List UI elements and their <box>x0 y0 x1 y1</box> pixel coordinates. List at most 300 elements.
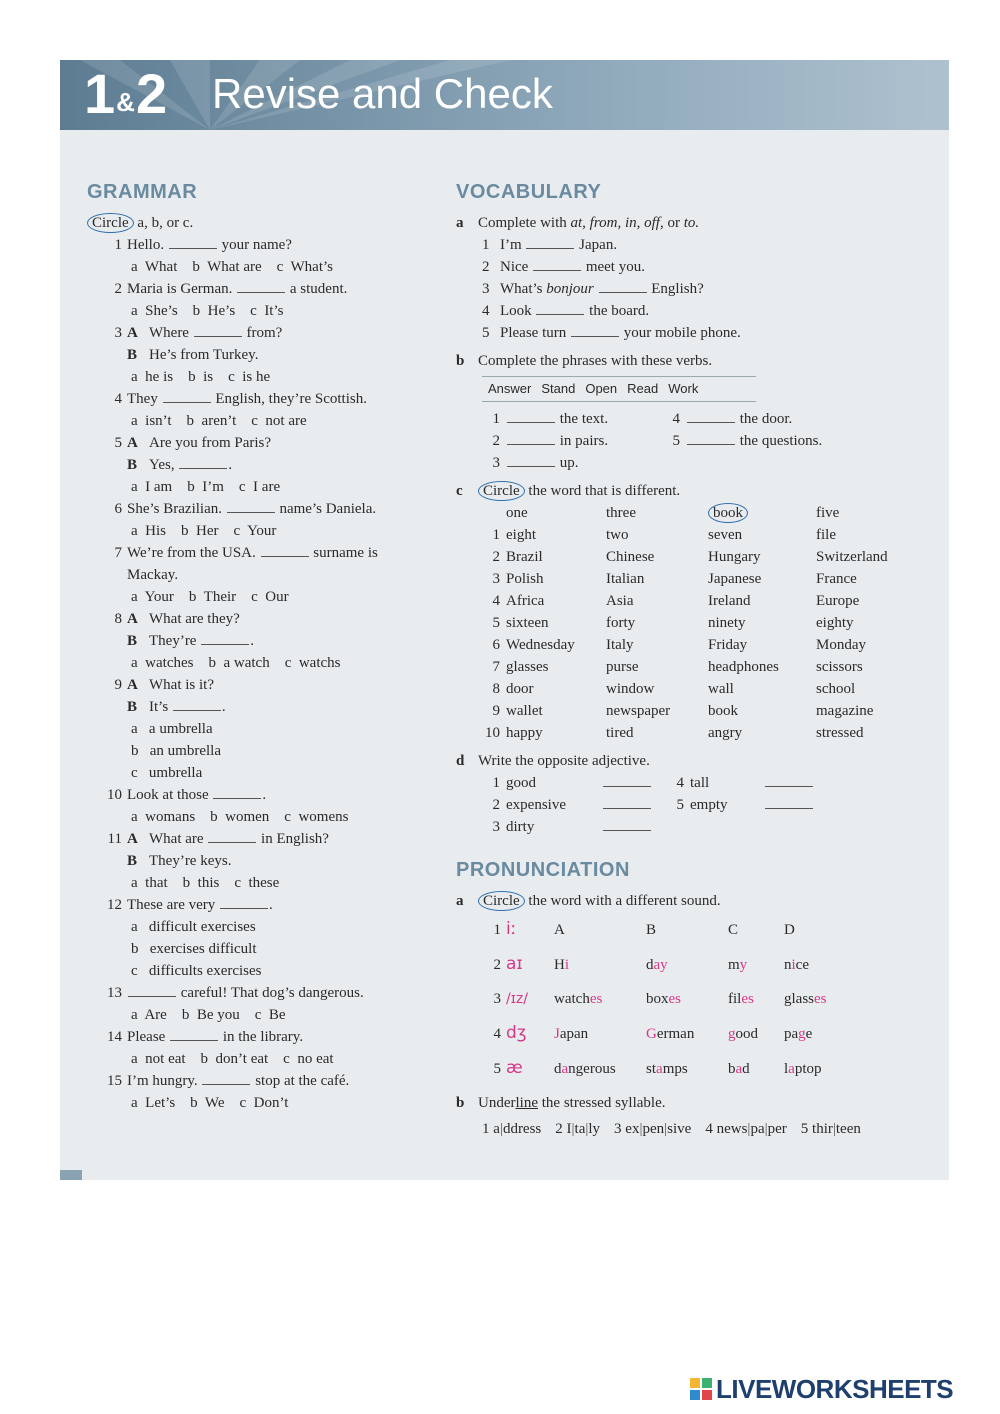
unit-number: 1&2 <box>84 62 168 125</box>
syllable[interactable]: ly <box>588 1121 601 1137</box>
word-option[interactable]: tired <box>606 725 634 741</box>
item-number: 7 <box>492 659 500 675</box>
vocab-b-item <box>506 430 656 452</box>
speaker-label: A <box>127 435 138 451</box>
question-text: . <box>228 457 233 473</box>
pronunciation-heading: PRONUNCIATION <box>456 859 630 881</box>
answer-options[interactable]: a His b Her c Your <box>131 523 277 539</box>
vocab-a-instruction: a Complete with at, from, in, off, or to. <box>456 215 700 231</box>
vocab-b-item <box>686 452 866 474</box>
vocab-b-instruction: b Complete the phrases with these verbs. <box>456 353 713 369</box>
verb-box <box>482 376 756 402</box>
answer-option[interactable]: a a umbrella <box>131 721 213 737</box>
word-option[interactable]: wallet <box>506 703 543 719</box>
item-number: 3 <box>492 571 500 587</box>
vocab-c-table <box>456 502 916 744</box>
vocab-a-item <box>456 322 926 344</box>
grammar-question-line <box>87 894 427 916</box>
word-option[interactable]: German <box>646 1025 695 1042</box>
word-option[interactable] <box>708 502 816 524</box>
word-option[interactable]: Monday <box>816 637 866 653</box>
item-number: 5 <box>493 1060 501 1077</box>
stress-word[interactable] <box>482 1121 541 1137</box>
item-number <box>656 452 686 474</box>
word-option[interactable]: eight <box>506 527 536 543</box>
syllable[interactable]: ex <box>625 1121 640 1137</box>
word-option[interactable]: Hi <box>554 956 570 973</box>
item-text: the questions. <box>736 433 823 449</box>
title-banner <box>60 60 949 130</box>
grammar-question-line <box>87 1070 427 1092</box>
answer-cell <box>764 794 824 816</box>
vocabulary-heading: VOCABULARY <box>456 181 602 203</box>
answer-blank[interactable] <box>128 982 176 997</box>
word-option[interactable]: Japan <box>554 1025 589 1042</box>
vocab-b-row <box>456 430 866 452</box>
answer-option[interactable]: c difficults exercises <box>131 963 262 979</box>
answer-blank[interactable] <box>170 1026 218 1041</box>
worksheet-page <box>60 60 949 1180</box>
syllable-divider: | <box>639 1121 643 1137</box>
answer-blank[interactable] <box>237 278 285 293</box>
answer-blank[interactable] <box>526 234 574 249</box>
syllable-divider: | <box>499 1121 503 1137</box>
item-number: 1 <box>482 237 490 253</box>
answer-blank[interactable] <box>603 794 651 809</box>
answer-option[interactable]: c umbrella <box>131 765 203 781</box>
answer-option[interactable]: b exercises difficult <box>131 941 257 957</box>
column-letter: A <box>554 921 565 938</box>
answer-blank[interactable] <box>765 794 813 809</box>
question-text: Maria is German. <box>127 281 237 297</box>
item-number: 1 <box>492 775 500 791</box>
answer-blank[interactable] <box>507 430 555 445</box>
question-text: I’m hungry. <box>127 1073 202 1089</box>
circle-marker: Circle <box>478 891 525 911</box>
question-number: 11 <box>107 831 122 847</box>
question-number: 8 <box>114 611 122 627</box>
word-option[interactable]: Polish <box>506 571 544 587</box>
answer-cell <box>602 794 660 816</box>
word-option[interactable]: laptop <box>784 1060 822 1077</box>
answer-blank[interactable] <box>261 542 309 557</box>
word-option[interactable]: boxes <box>646 991 681 1007</box>
item-number: 4 <box>482 303 490 319</box>
circle-marker: Circle <box>87 213 134 233</box>
item-number: 3 <box>492 819 500 835</box>
logo-grid-icon <box>690 1378 712 1400</box>
word-option[interactable]: two <box>606 527 629 543</box>
sound-picture-icon <box>505 1016 553 1051</box>
verb-option: Stand <box>541 381 576 396</box>
syllable[interactable]: ddress <box>502 1121 542 1137</box>
word-option[interactable]: Ireland <box>708 593 751 609</box>
question-text: Mackay. <box>127 567 179 583</box>
question-number: 3 <box>114 325 122 341</box>
word-option[interactable]: book <box>708 703 738 719</box>
word-option[interactable]: happy <box>506 725 543 741</box>
grammar-question-line <box>87 432 427 454</box>
answer-blank[interactable] <box>536 300 584 315</box>
grammar-question-line <box>87 674 427 696</box>
vocab-c-row <box>456 678 916 700</box>
speaker-label: B <box>127 347 138 363</box>
word-option[interactable]: five <box>816 505 840 521</box>
question-text: name’s Daniela. <box>275 501 377 517</box>
item-number: 2 <box>493 956 501 973</box>
item-number: 5 <box>676 797 684 813</box>
vocab-c-row <box>456 722 916 744</box>
vocab-a-item <box>456 256 926 278</box>
item-text: What’s <box>500 281 547 297</box>
item-number: 2 <box>555 1121 567 1137</box>
answer-options[interactable]: a isn’t b aren’t c not are <box>131 413 307 429</box>
answer-blank[interactable] <box>507 452 555 467</box>
grammar-question-line <box>87 542 427 564</box>
adjective: good <box>506 775 536 791</box>
vocab-a-item <box>456 300 926 322</box>
item-number: 9 <box>492 703 500 719</box>
item-number: 4 <box>705 1121 717 1137</box>
word-option[interactable]: watches <box>554 991 603 1007</box>
verb-option: Work <box>668 381 699 396</box>
question-text: Please <box>127 1029 170 1045</box>
pron-a-instruction: a Circle the word with a different sound. <box>456 893 721 909</box>
item-number: 3 <box>482 281 490 297</box>
question-number: 6 <box>114 501 122 517</box>
question-text: They <box>127 391 162 407</box>
question-text: Look at those <box>127 787 213 803</box>
word-option[interactable]: glasses <box>784 991 827 1007</box>
pron-a-table <box>456 912 865 1086</box>
word-option[interactable]: eighty <box>816 615 854 631</box>
word-option[interactable]: Europe <box>816 593 860 609</box>
question-text: What is it? <box>149 677 214 693</box>
question-text: stop at the café. <box>251 1073 350 1089</box>
answer-blank[interactable] <box>765 772 813 787</box>
word-option[interactable]: glasses <box>506 659 549 675</box>
answer-blank[interactable] <box>202 1070 250 1085</box>
question-text: These are very <box>127 897 220 913</box>
vocab-b-table <box>456 408 866 474</box>
vocab-b-item <box>686 408 866 430</box>
speaker-label: A <box>127 677 138 693</box>
question-number: 9 <box>114 677 122 693</box>
phonetic-symbol: æ <box>506 1058 523 1078</box>
item-text: Nice <box>500 259 533 275</box>
circle-marker: Circle <box>478 481 525 501</box>
answer-blank[interactable] <box>208 828 256 843</box>
speaker-label: A <box>127 325 138 341</box>
item-number: 1 <box>482 1121 494 1137</box>
vocab-c-row <box>456 524 916 546</box>
word-option[interactable]: Chinese <box>606 549 655 565</box>
word-option[interactable]: Switzerland <box>816 549 888 565</box>
word-option[interactable]: Brazil <box>506 549 543 565</box>
item-text: I’m <box>500 237 526 253</box>
word-option[interactable]: Friday <box>708 637 748 653</box>
item-text: the text. <box>556 411 609 427</box>
item-number: 1 <box>492 411 500 427</box>
grammar-question-line <box>87 278 427 300</box>
grammar-question-line <box>87 498 427 520</box>
item-text: English? <box>647 281 704 297</box>
word-option[interactable]: stamps <box>646 1060 688 1077</box>
answer-options[interactable]: a watches b a watch c watchs <box>131 655 341 671</box>
word-option[interactable]: Hungary <box>708 549 761 565</box>
word-option[interactable]: Japanese <box>708 571 762 587</box>
answer-blank[interactable] <box>227 498 275 513</box>
word-option[interactable]: file <box>816 527 836 543</box>
grammar-question-line <box>87 608 427 630</box>
answer-blank[interactable] <box>533 256 581 271</box>
answer-options[interactable]: a She’s b He’s c It’s <box>131 303 284 319</box>
sound-picture-icon <box>505 947 553 982</box>
vocab-c-row <box>456 656 916 678</box>
pron-row <box>456 1051 865 1086</box>
word-option[interactable]: bad <box>728 1060 750 1077</box>
answer-blank[interactable] <box>571 322 619 337</box>
syllable-divider: | <box>664 1121 668 1137</box>
word-option[interactable]: Africa <box>506 593 545 609</box>
answer-options[interactable]: a Your b Their c Our <box>131 589 289 605</box>
syllable[interactable]: a <box>493 1121 500 1137</box>
word-option[interactable]: Asia <box>606 593 634 609</box>
syllable[interactable]: per <box>767 1121 787 1137</box>
syllable[interactable]: teen <box>835 1121 861 1137</box>
word-option[interactable]: headphones <box>708 659 779 675</box>
word-option[interactable]: three <box>606 505 636 521</box>
answer-options[interactable]: a he is b is c is he <box>131 369 271 385</box>
pron-row <box>456 1016 865 1051</box>
question-text: a student. <box>286 281 348 297</box>
syllable-divider: | <box>764 1121 768 1137</box>
question-text: He’s from Turkey. <box>149 347 259 363</box>
answer-cell <box>602 772 660 794</box>
sound-picture-icon <box>505 982 553 1016</box>
item-text: bonjour <box>546 281 598 297</box>
question-number: 5 <box>114 435 122 451</box>
syllable-divider: | <box>747 1121 751 1137</box>
answer-options[interactable]: a Let’s b We c Don’t <box>131 1095 289 1111</box>
liveworksheets-logo[interactable]: LIVEWORKSHEETS <box>690 1374 953 1405</box>
word-option[interactable]: magazine <box>816 703 874 719</box>
item-number: 4 <box>493 1025 501 1042</box>
syllable[interactable]: pen <box>642 1121 665 1137</box>
question-text: . <box>262 787 267 803</box>
vocab-d-instruction: d Write the opposite adjective. <box>456 753 650 769</box>
answer-blank[interactable] <box>179 454 227 469</box>
word-option[interactable]: files <box>728 991 754 1007</box>
answer-blank[interactable] <box>220 894 268 909</box>
vocab-b-item <box>506 452 656 474</box>
speaker-label: A <box>127 831 138 847</box>
answer-options[interactable]: a What b What are c What’s <box>131 259 334 275</box>
word-option[interactable]: newspaper <box>606 703 671 719</box>
word-option[interactable]: door <box>506 681 534 697</box>
question-text: Yes, <box>149 457 179 473</box>
vocab-a-items <box>456 234 926 344</box>
question-number: 15 <box>107 1073 122 1089</box>
answer-cell <box>602 816 660 838</box>
item-number: 10 <box>485 725 500 741</box>
sound-picture-icon <box>505 912 553 947</box>
question-number: 2 <box>114 281 122 297</box>
question-text: Hello. <box>127 237 168 253</box>
question-text: English, they’re Scottish. <box>211 391 367 407</box>
adjective <box>690 816 764 838</box>
vocab-a-item <box>456 234 926 256</box>
sound-picture-icon <box>505 1051 553 1086</box>
answer-options[interactable]: a Are b Be you c Be <box>131 1007 286 1023</box>
vocab-c-row <box>456 568 916 590</box>
word-option[interactable]: school <box>816 681 856 697</box>
grammar-question-line <box>87 454 427 476</box>
answer-options[interactable]: a womans b women c womens <box>131 809 349 825</box>
question-number: 14 <box>107 1029 122 1045</box>
question-number: 10 <box>107 787 122 803</box>
word-option[interactable]: stressed <box>816 725 864 741</box>
answer-blank[interactable] <box>173 696 221 711</box>
answer-blank[interactable] <box>603 772 651 787</box>
item-number: 3 <box>614 1121 626 1137</box>
answer-options[interactable]: a I am b I’m c I are <box>131 479 281 495</box>
item-text: the board. <box>585 303 650 319</box>
column-letter: C <box>728 921 739 938</box>
pron-b-instruction: b Underline the stressed syllable. <box>456 1095 666 1111</box>
grammar-question-line <box>87 630 427 652</box>
word-option[interactable]: dangerous <box>554 1060 616 1077</box>
word-option[interactable]: seven <box>708 527 743 543</box>
word-option[interactable]: ninety <box>708 615 746 631</box>
answer-blank[interactable] <box>507 408 555 423</box>
word-option[interactable]: Italian <box>606 571 645 587</box>
vocab-b-item <box>686 430 866 452</box>
answer-blank[interactable] <box>163 388 211 403</box>
syllable[interactable]: news <box>716 1121 748 1137</box>
pron-b-items <box>456 1118 926 1140</box>
word-option[interactable]: wall <box>708 681 734 697</box>
question-text: from? <box>242 325 283 341</box>
question-number: 7 <box>114 545 122 561</box>
question-text: . <box>269 897 273 913</box>
answer-options[interactable]: a that b this c these <box>131 875 280 891</box>
adjective: dirty <box>506 819 535 835</box>
syllable[interactable]: ta <box>574 1121 586 1137</box>
answer-blank[interactable] <box>169 234 217 249</box>
answer-blank[interactable] <box>687 408 735 423</box>
question-text: What are they? <box>149 611 240 627</box>
syllable-divider: | <box>571 1121 575 1137</box>
vocab-c-row <box>456 612 916 634</box>
vocab-b-row <box>456 452 866 474</box>
column-letter: B <box>646 921 657 938</box>
question-text: We’re from the USA. <box>127 545 260 561</box>
item-number <box>660 816 690 838</box>
circled-word: book <box>708 503 748 523</box>
syllable[interactable]: I <box>566 1121 572 1137</box>
question-text: . <box>250 633 254 649</box>
grammar-question-line <box>87 784 427 806</box>
grammar-question-line <box>87 828 427 850</box>
word-option[interactable]: sixteen <box>506 615 549 631</box>
word-option[interactable]: scissors <box>816 659 863 675</box>
answer-options[interactable]: a not eat b don’t eat c no eat <box>131 1051 334 1067</box>
grammar-question-line <box>87 564 427 586</box>
vocab-c-row <box>456 634 916 656</box>
grammar-instruction <box>87 212 427 234</box>
question-text: . <box>221 699 226 715</box>
vocab-c-instruction: c Circle the word that is different. <box>456 483 681 499</box>
answer-option[interactable]: a difficult exercises <box>131 919 256 935</box>
word-option[interactable]: forty <box>606 615 636 631</box>
item-number: 2 <box>492 549 500 565</box>
syllable-divider: | <box>585 1121 589 1137</box>
grammar-question-line <box>87 234 427 256</box>
word-option[interactable]: Italy <box>606 637 634 653</box>
grammar-question-line <box>87 322 427 344</box>
word-option[interactable]: window <box>606 681 655 697</box>
item-number: 8 <box>492 681 500 697</box>
word-option[interactable]: purse <box>606 659 639 675</box>
adjective: tall <box>690 775 710 791</box>
answer-blank[interactable] <box>194 322 242 337</box>
stress-word[interactable] <box>555 1121 600 1137</box>
word-option[interactable]: page <box>784 1025 813 1042</box>
syllable[interactable]: thir <box>812 1121 833 1137</box>
question-number: 1 <box>114 237 122 253</box>
word-option[interactable]: one <box>506 505 528 521</box>
syllable-divider: | <box>832 1121 836 1137</box>
adjective: expensive <box>506 797 566 813</box>
word-option[interactable]: France <box>816 571 857 587</box>
vocab-c-row <box>456 546 916 568</box>
answer-blank[interactable] <box>213 784 261 799</box>
word-option[interactable]: day <box>646 956 668 973</box>
answer-blank[interactable] <box>599 278 647 293</box>
syllable[interactable]: sive <box>667 1121 692 1137</box>
answer-blank[interactable] <box>201 630 249 645</box>
grammar-question-line <box>87 344 427 366</box>
question-text: What are <box>149 831 208 847</box>
verb-option: Open <box>585 381 618 396</box>
vocab-b-row <box>456 408 866 430</box>
word-option[interactable]: angry <box>708 725 743 741</box>
syllable[interactable]: pa <box>750 1121 765 1137</box>
item-number: 6 <box>492 637 500 653</box>
word-option[interactable]: Wednesday <box>506 637 575 653</box>
question-text: in the library. <box>219 1029 304 1045</box>
question-text: It’s <box>149 699 172 715</box>
question-text: surname is <box>309 545 378 561</box>
answer-option[interactable]: b an umbrella <box>131 743 221 759</box>
answer-blank[interactable] <box>603 816 651 831</box>
question-text: your name? <box>217 237 292 253</box>
question-number: 13 <box>107 985 122 1001</box>
grammar-question-line <box>87 388 427 410</box>
vocab-b-item <box>506 408 656 430</box>
answer-blank[interactable] <box>687 430 735 445</box>
stress-word[interactable] <box>705 1121 786 1137</box>
word-option[interactable]: nice <box>784 956 809 973</box>
pron-row <box>456 912 865 947</box>
vocab-d-row <box>456 816 824 838</box>
word-option[interactable]: good <box>728 1025 758 1042</box>
stress-word[interactable] <box>801 1121 861 1137</box>
vocab-c-row <box>456 700 916 722</box>
word-option[interactable]: my <box>728 956 748 973</box>
stress-word[interactable] <box>614 1121 691 1137</box>
